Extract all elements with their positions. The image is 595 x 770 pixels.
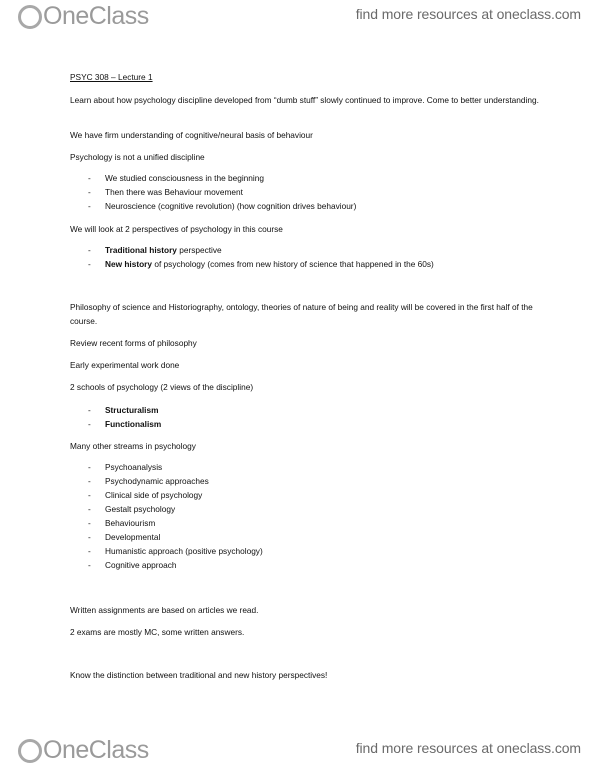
list-item: - Traditional history perspective [88,245,222,255]
logo-text: OneClass [43,735,149,764]
paragraph-philosophy: Philosophy of science and Historiography, ontology, theories of nature of being and reality will be covered in the first half of the course. [70,302,533,326]
logo-ring-icon [18,5,42,29]
doc-title: PSYC 308 – Lecture 1 [70,72,153,82]
paragraph-distinction: Know the distinction between traditional and new history perspectives! [70,670,328,680]
page-header [0,0,595,34]
footer-tagline-link[interactable]: find more resources at oneclass.com [355,740,581,756]
page-footer [0,734,595,768]
list-item: - Developmental [88,532,161,542]
list-item: - Then there was Behaviour movement [88,187,243,197]
list-item: - New history of psychology (comes from new history of science that happened in the 60s) [88,259,434,269]
paragraph-perspectives: We will look at 2 perspectives of psychology in this course [70,224,283,234]
paragraph-not-unified: Psychology is not a unified discipline [70,152,205,162]
list-item: - Psychoanalysis [88,462,163,472]
list-item: - Neuroscience (cognitive revolution) (how cognition drives behaviour) [88,201,357,211]
header-tagline-link[interactable]: find more resources at oneclass.com [355,6,581,22]
list-item: - Functionalism [88,419,162,429]
paragraph-assignments: Written assignments are based on articles we read. [70,605,259,615]
list-item: - Cognitive approach [88,560,177,570]
logo-ring-icon [18,739,42,763]
oneclass-logo[interactable] [18,2,149,30]
paragraph-understanding: We have firm understanding of cognitive/neural basis of behaviour [70,130,313,140]
paragraph-intro: Learn about how psychology discipline developed from “dumb stuff” slowly continued to improve. Come to better understanding. [70,95,539,105]
paragraph-exams: 2 exams are mostly MC, some written answers. [70,627,245,637]
list-item: - Clinical side of psychology [88,490,203,500]
list-item: - Behaviourism [88,518,156,528]
list-item: - Psychodynamic approaches [88,476,209,486]
paragraph-streams: Many other streams in psychology [70,441,196,451]
list-item: - Gestalt psychology [88,504,176,514]
list-item: - We studied consciousness in the beginning [88,173,264,183]
paragraph-early-work: Early experimental work done [70,360,180,370]
list-item: - Humanistic approach (positive psychology) [88,546,263,556]
paragraph-schools: 2 schools of psychology (2 views of the discipline) [70,382,254,392]
oneclass-logo[interactable] [18,736,149,764]
paragraph-review: Review recent forms of philosophy [70,338,197,348]
list-item: - Structuralism [88,405,159,415]
logo-text: OneClass [43,1,149,30]
